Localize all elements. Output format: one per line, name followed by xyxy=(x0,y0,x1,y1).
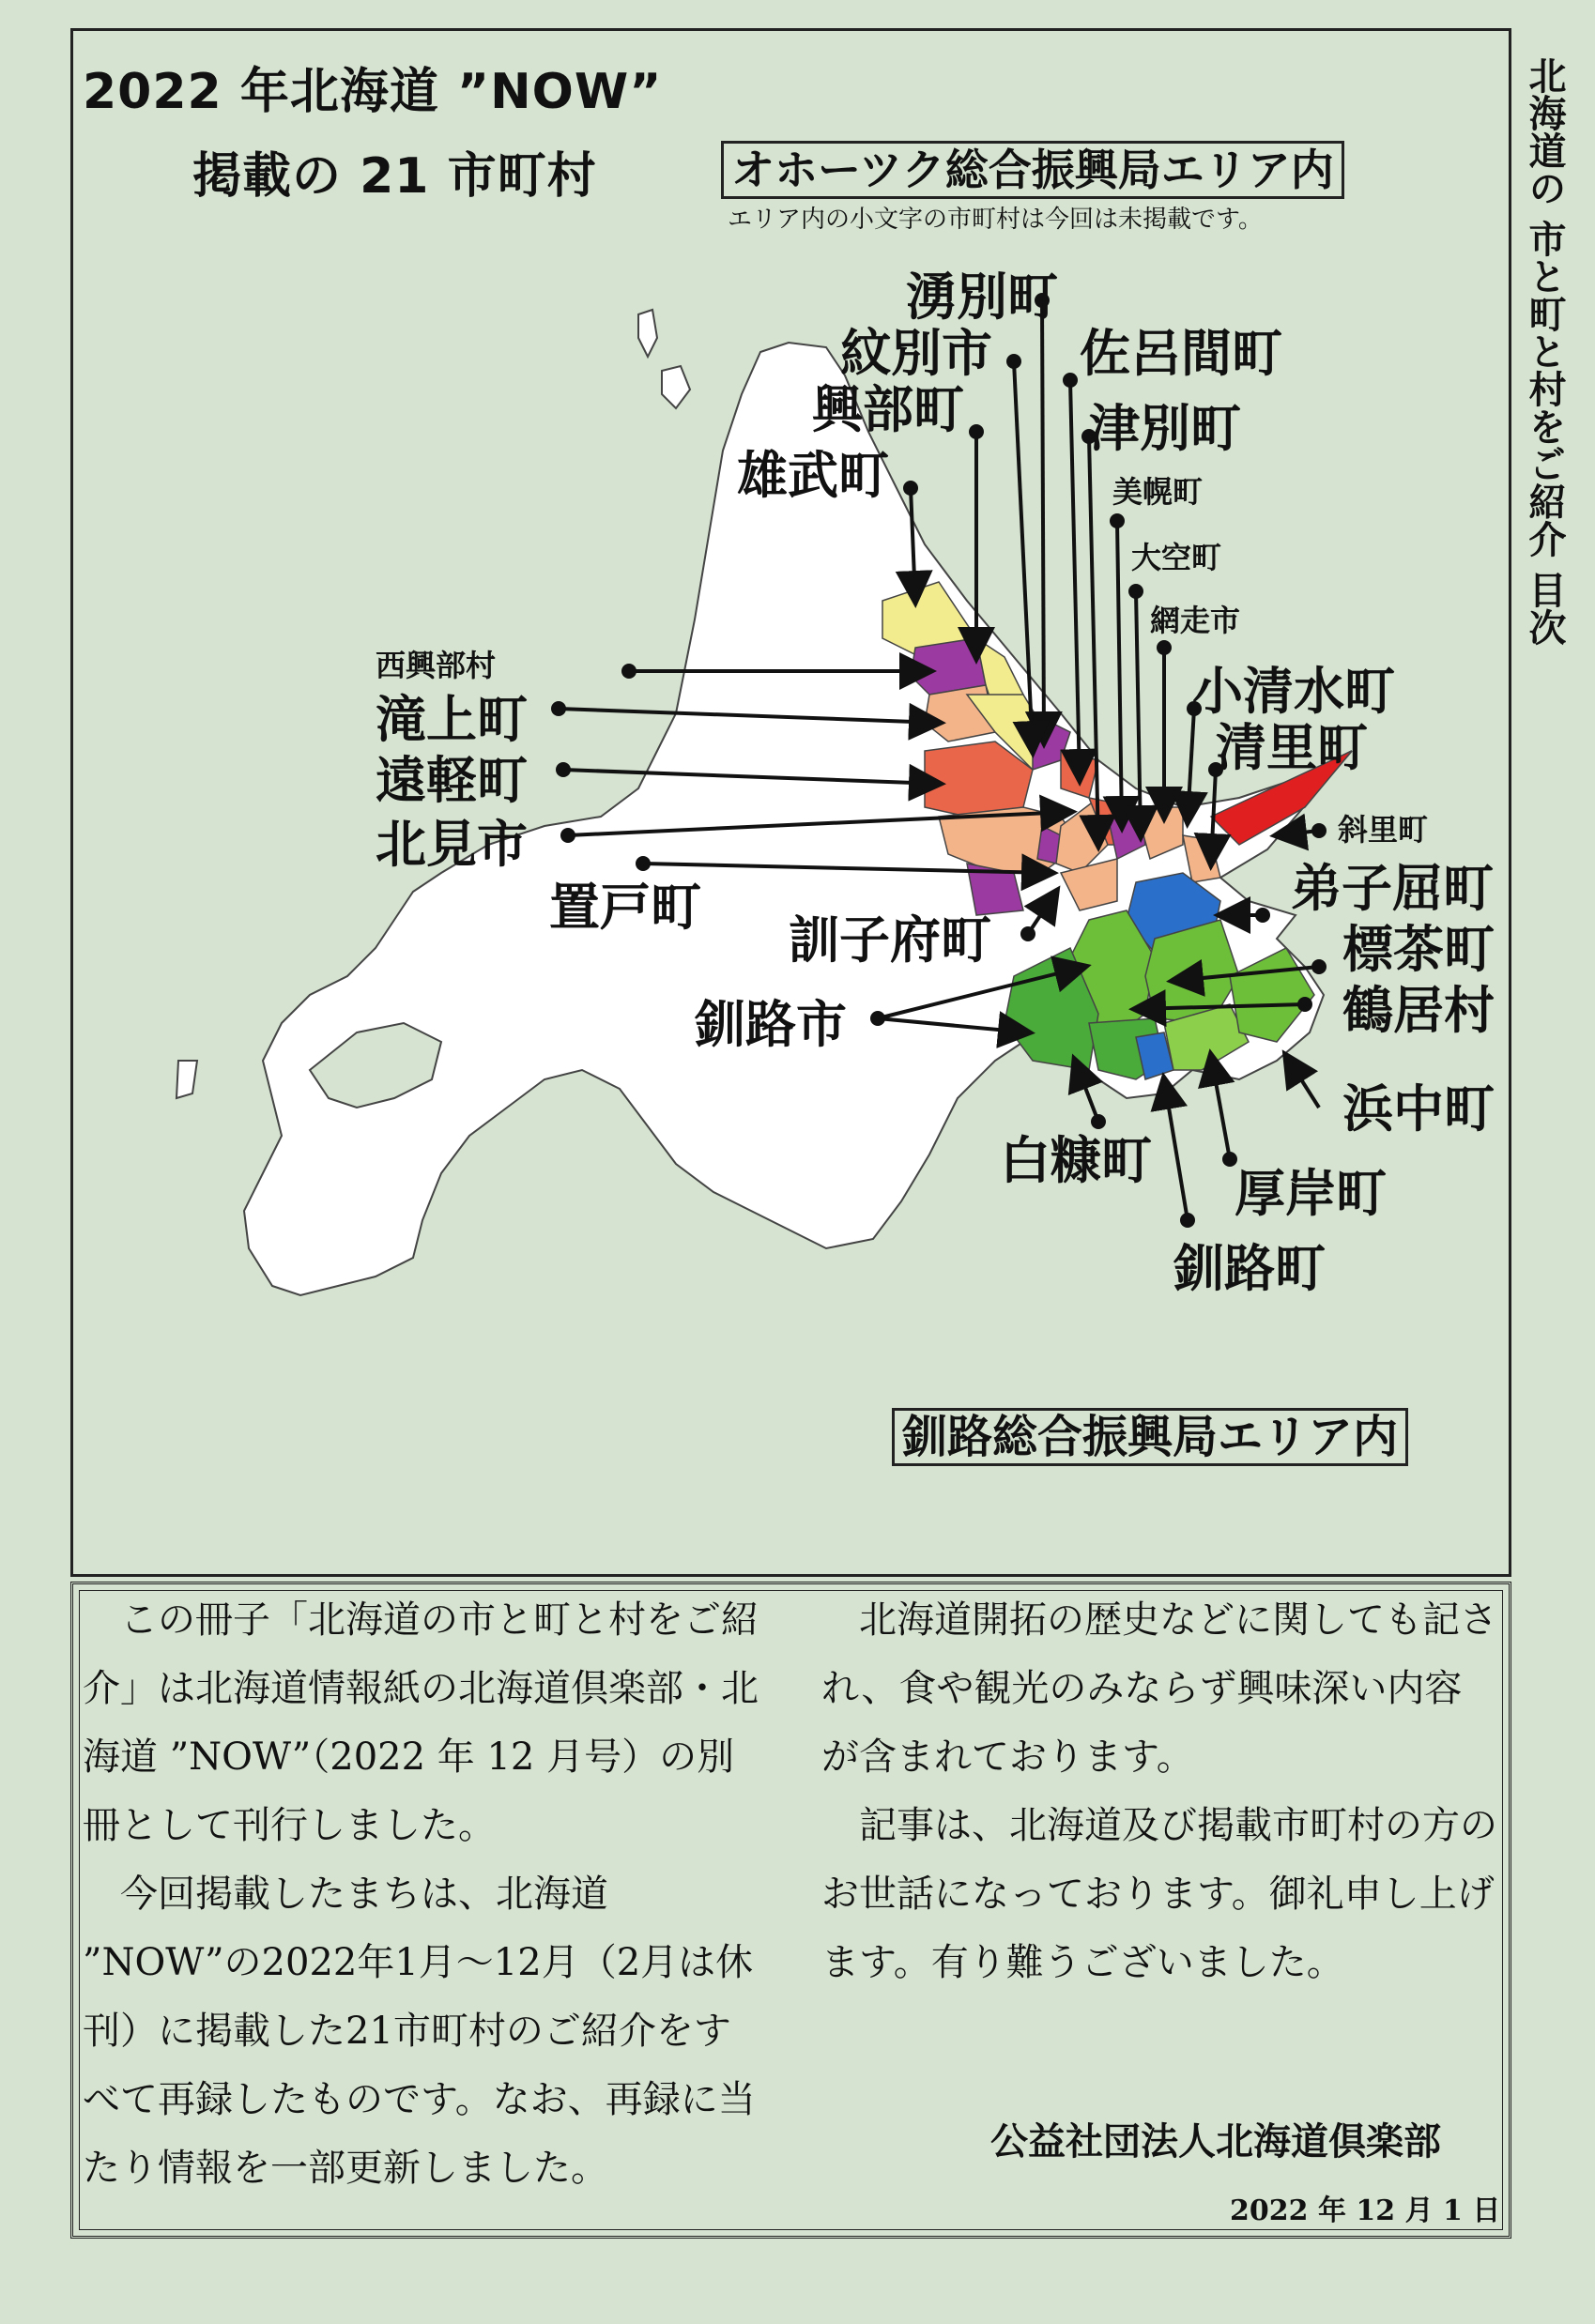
town-label: 遠軽町 xyxy=(376,751,528,810)
left-column xyxy=(83,1586,759,2203)
intro-paragraph: 北海道開拓の歴史などに関しても記され、食や観光のみならず興味深い内容が含まれております。 xyxy=(821,1598,1497,1779)
town-label: 美幌町 xyxy=(1112,474,1204,510)
page-title-line2: 掲載の 21 市町村 xyxy=(192,148,597,205)
sidebar-title: 北海道の 市と町と村をご紹介 目次 xyxy=(1523,56,1566,646)
town-label: 白糠町 xyxy=(1000,1131,1152,1190)
town-label: 小清水町 xyxy=(1192,662,1395,721)
publisher: 公益社団法人北海道倶楽部 xyxy=(990,2119,1441,2163)
town-label: 斜里町 xyxy=(1338,812,1429,848)
town-label: 西興部村 xyxy=(376,648,497,683)
kushiro-area-label: 釧路総合振興局エリア内 xyxy=(892,1408,1408,1466)
town-label: 紋別市 xyxy=(840,324,992,383)
town-label: 雄武町 xyxy=(737,446,889,505)
intro-paragraph: この冊子「北海道の市と町と村をご紹介」は北海道情報紙の北海道倶楽部・北海道 ”NOW”（2022 年 12 月号）の別冊として刊行しました。 xyxy=(83,1598,759,1847)
page-title-line1: 2022 年北海道 ”NOW” xyxy=(83,64,663,120)
town-label: 弟子屈町 xyxy=(1291,859,1494,918)
town-label: 清里町 xyxy=(1216,718,1368,777)
town-label: 釧路町 xyxy=(1173,1239,1326,1298)
intro-paragraph: 記事は、北海道及び掲載市町村の方のお世話になっております。御礼申し上げます。有り難うございました。 xyxy=(821,1804,1497,1984)
town-label: 津別町 xyxy=(1089,399,1241,458)
town-label: 鶴居村 xyxy=(1342,981,1495,1040)
town-label: 湧別町 xyxy=(906,268,1058,327)
town-label: 網走市 xyxy=(1150,603,1241,638)
town-label: 佐呂間町 xyxy=(1080,324,1282,383)
town-label: 訓子府町 xyxy=(789,910,991,970)
town-label: 浜中町 xyxy=(1342,1079,1495,1139)
okhotsk-note: エリア内の小文字の市町村は今回は未掲載です。 xyxy=(728,206,1263,234)
town-label: 大空町 xyxy=(1131,540,1222,575)
intro-paragraph: 今回掲載したまちは、北海道 ”NOW”の2022年1月～12月（2月は休刊）に掲載した21市町村のご紹介をすべて再録したものです。なお、再録に当たり情報を一部更新しました。 xyxy=(83,1873,756,2190)
publish-date: 2022 年 12 月 1 日 xyxy=(1230,2194,1501,2227)
town-label: 興部町 xyxy=(812,380,964,439)
town-label: 置戸町 xyxy=(549,878,701,937)
town-label: 滝上町 xyxy=(376,690,528,749)
okhotsk-area-label: オホーツク総合振興局エリア内 xyxy=(721,141,1344,199)
right-column xyxy=(821,1586,1497,1997)
town-label: 釧路市 xyxy=(695,995,847,1054)
town-label: 標茶町 xyxy=(1342,920,1495,979)
town-label: 厚岸町 xyxy=(1235,1164,1387,1223)
town-label: 北見市 xyxy=(376,815,528,874)
